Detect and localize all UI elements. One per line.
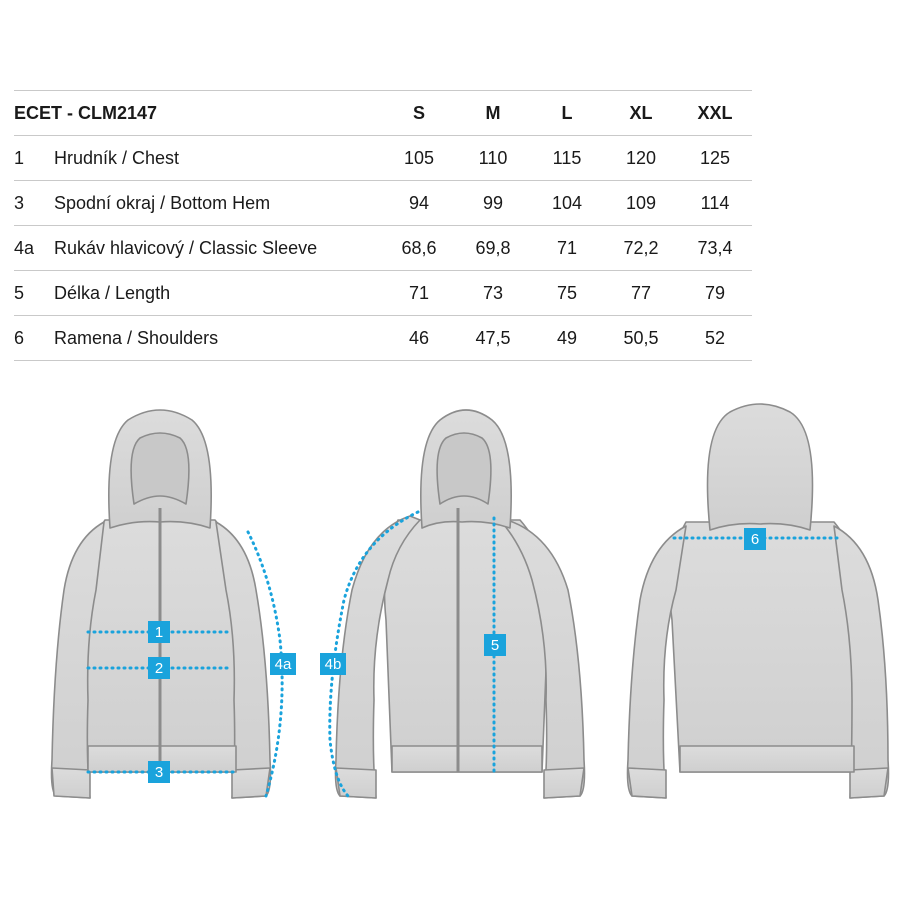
row-value: 73 [482, 283, 504, 303]
row-value: 49 [556, 328, 578, 348]
row-value: 46 [408, 328, 430, 348]
row-value: 94 [408, 193, 430, 213]
row-value: 109 [625, 193, 657, 213]
hoodie-raglan [336, 410, 585, 798]
row-number: 5 [14, 283, 25, 303]
row-number: 3 [14, 193, 25, 213]
row-value: 47,5 [475, 328, 511, 348]
row-value: 79 [704, 283, 726, 303]
row-label: Hrudník / Chest [54, 148, 180, 168]
row-number: 1 [14, 148, 25, 168]
row-value: 72,2 [623, 238, 659, 258]
marker-4b [320, 653, 346, 675]
svg-text:6: 6 [750, 531, 760, 548]
size-header: L [561, 103, 573, 123]
row-value: 110 [478, 148, 508, 168]
svg-text:1: 1 [154, 624, 164, 641]
row-value: 50,5 [623, 328, 659, 348]
size-header: S [412, 103, 425, 123]
row-value: 52 [704, 328, 726, 348]
size-header: XL [629, 103, 653, 123]
marker-1 [148, 621, 170, 643]
svg-text:4a: 4a [274, 656, 292, 673]
svg-text:2: 2 [154, 660, 164, 677]
row-value: 125 [699, 148, 731, 168]
row-value: 75 [556, 283, 578, 303]
row-value: 114 [700, 193, 730, 213]
row-label: Ramena / Shoulders [54, 328, 219, 348]
row-value: 120 [625, 148, 657, 168]
svg-text:4b: 4b [324, 656, 342, 673]
marker-5 [484, 634, 506, 656]
row-value: 104 [551, 193, 583, 213]
row-value: 71 [556, 238, 578, 258]
table-title: ECET - CLM2147 [14, 103, 158, 123]
marker-3 [148, 761, 170, 783]
row-value: 99 [482, 193, 504, 213]
row-label: Spodní okraj / Bottom Hem [54, 193, 271, 213]
row-label: Délka / Length [54, 283, 171, 303]
row-label: Rukáv hlavicový / Classic Sleeve [54, 238, 318, 258]
svg-text:5: 5 [490, 637, 500, 654]
size-header: M [485, 103, 501, 123]
hoodie-back [628, 404, 889, 798]
row-number: 4a [14, 238, 35, 258]
row-value: 77 [630, 283, 652, 303]
row-value: 68,6 [401, 238, 437, 258]
row-value: 105 [403, 148, 435, 168]
row-value: 115 [552, 148, 582, 168]
size-header: XXL [697, 103, 733, 123]
marker-4a [270, 653, 296, 675]
row-value: 73,4 [697, 238, 733, 258]
svg-text:3: 3 [154, 764, 164, 781]
marker-6 [744, 528, 766, 550]
row-value: 69,8 [475, 238, 511, 258]
row-number: 6 [14, 328, 25, 348]
row-value: 71 [408, 283, 430, 303]
marker-2 [148, 657, 170, 679]
